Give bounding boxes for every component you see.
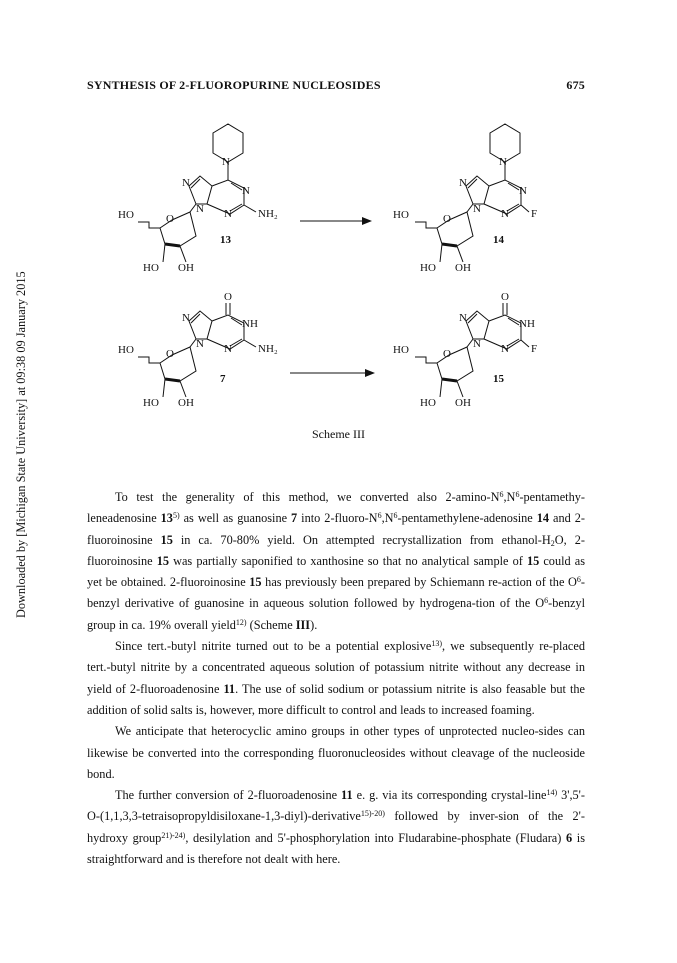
text-run: 15 <box>526 553 540 568</box>
paragraph <box>87 785 585 870</box>
text-run: e. g. via its corresponding crystal-line <box>352 788 547 803</box>
text-run: and 2-fluoroinosine <box>87 511 586 547</box>
text-run: 6 <box>544 596 549 606</box>
text-run: 7 <box>291 511 298 526</box>
paragraph <box>87 636 585 721</box>
text-run: 3',5'-O-(1,1,3,3-tetraisopropyldisiloxane-1,3-diyl)-derivative <box>87 788 585 824</box>
text-run: was partially saponified to xanthosine so that no analytical sample of <box>168 553 527 568</box>
text-run: 2 <box>550 538 555 548</box>
atom-label: N <box>224 343 232 355</box>
paragraph <box>87 487 585 636</box>
text-run: -benzyl derivative of guanosine in aqueous solution followed by hydrogena-tion of the O <box>87 575 586 611</box>
atom-label: N <box>473 338 481 350</box>
atom-label: N <box>459 312 467 324</box>
atom-label: NH <box>242 318 258 330</box>
text-run: 6 <box>377 511 382 521</box>
atom-label: OH <box>178 397 194 409</box>
compound-number: 13 <box>220 234 231 246</box>
text-run: into 2-fluoro-N <box>297 511 378 526</box>
atom-label: N <box>473 203 481 215</box>
text-run: 14) <box>546 788 558 798</box>
text-run: . The use of solid sodium or potassium nitrite is also feasable but the addition of solid salts is, however, more difficult to control and leads to increased foaming. <box>87 681 585 717</box>
atom-label: O <box>501 291 509 303</box>
text-run: 6 <box>499 490 504 499</box>
running-title: SYNTHESIS OF 2-FLUOROPURINE NUCLEOSIDES <box>87 78 381 92</box>
text-run: 13) <box>431 639 442 649</box>
atom-label: HO <box>393 344 409 356</box>
atom-label: O <box>166 348 174 360</box>
atom-label: N <box>182 312 190 324</box>
atom-label: F <box>531 208 538 220</box>
text-run: followed by inver-sion of the 2'-hydroxy group <box>87 809 585 845</box>
structure-7 <box>118 291 278 409</box>
text-run: 6 <box>566 830 573 845</box>
atom-label: N <box>459 177 467 189</box>
atom-label: OH <box>455 397 471 409</box>
text-run: ,N <box>503 490 516 504</box>
text-run: We anticipate that heterocyclic amino groups in other types of unprotected nucleo-sides can likewise be converted into the corresponding fluoronucleosides without cleavage of the nucleoside bond. <box>87 724 585 781</box>
compound-number: 7 <box>220 373 226 385</box>
atom-label: N <box>499 156 507 168</box>
text-run: 14 <box>536 511 550 526</box>
atom-label: NH₂ <box>258 208 278 220</box>
paragraph <box>87 721 585 785</box>
text-run: Since tert.-butyl nitrite turned out to be a potential explosive <box>115 639 432 654</box>
atom-label: O <box>443 213 451 225</box>
atom-label: HO <box>393 209 409 221</box>
body-text <box>87 487 585 870</box>
text-run: 6 <box>576 575 581 585</box>
atom-label: N <box>196 338 204 350</box>
structure-15 <box>393 291 537 409</box>
text-run: 11 <box>223 681 236 696</box>
atom-label: OH <box>455 262 471 274</box>
scheme-caption: Scheme III <box>312 427 365 441</box>
text-run: O, 2-fluoroinosine <box>87 532 585 568</box>
atom-label: HO <box>118 344 134 356</box>
atom-label: O <box>224 291 232 303</box>
text-run: 15)-20) <box>360 809 385 819</box>
atom-label: OH <box>178 262 194 274</box>
text-run: 15 <box>160 532 173 547</box>
atom-label: HO <box>420 262 436 274</box>
text-run: (Scheme <box>246 617 296 632</box>
text-run: ). <box>310 617 318 632</box>
compound-number: 14 <box>493 234 504 246</box>
text-run: 12) <box>235 617 247 627</box>
atom-label: HO <box>118 209 134 221</box>
text-run: 6 <box>515 490 520 499</box>
text-run: as well as guanosine <box>179 511 292 526</box>
atom-label: N <box>196 203 204 215</box>
text-run: , desilylation and 5'-phosphorylation into Fludarabine-phosphate (Fludara) <box>185 830 566 845</box>
text-run: is straightforward and is therefore not dealt with here. <box>87 830 586 867</box>
text-run: To test the generality of this method, we converted also 2-amino-N <box>115 490 500 504</box>
text-run: III <box>295 617 311 632</box>
compound-number: 15 <box>493 373 504 385</box>
page-number: 675 <box>566 78 585 92</box>
text-run: has previously been prepared by Schiemann re-action of the O <box>261 575 577 590</box>
text-run: ,N <box>381 511 394 526</box>
atom-label: HO <box>143 262 159 274</box>
text-run: 6 <box>393 511 398 521</box>
reaction-arrow <box>300 217 372 225</box>
atom-label: NH <box>519 318 535 330</box>
text-run: 21)-24) <box>161 830 186 840</box>
atom-label: N <box>224 208 232 220</box>
atom-label: N <box>182 177 190 189</box>
reaction-scheme <box>0 0 677 425</box>
text-run: 15 <box>249 575 262 590</box>
atom-label: F <box>531 343 538 355</box>
text-run: 11 <box>341 788 353 803</box>
atom-label: HO <box>420 397 436 409</box>
atom-label: NH₂ <box>258 343 278 355</box>
structure-13 <box>118 124 278 274</box>
atom-label: N <box>519 185 527 197</box>
text-run: 13 <box>160 511 173 526</box>
text-run: -pentamethylene-adenosine <box>397 511 537 526</box>
atom-label: N <box>501 208 509 220</box>
text-run: 15 <box>156 553 169 568</box>
text-run: -benzyl group in ca. 19% overall yield <box>87 596 585 632</box>
text-run: 5) <box>172 511 180 521</box>
download-note: Downloaded by [Michigan State University] at 09:38 09 January 2015 <box>14 271 28 618</box>
text-run: in ca. 70-80% yield. On attempted recrystallization from ethanol-H <box>172 532 551 547</box>
atom-label: N <box>242 185 250 197</box>
text-run: , we subsequently re-placed tert.-butyl nitrite by a concentrated aqueous solution of potassium nitrite without any decrease in yield of 2-fluoroadenosine <box>87 639 585 696</box>
atom-label: HO <box>143 397 159 409</box>
atom-label: N <box>222 156 230 168</box>
atom-label: N <box>501 343 509 355</box>
structure-14 <box>393 124 537 274</box>
text-run: could as yet be obtained. 2-fluoroinosine <box>87 553 586 590</box>
atom-label: O <box>166 213 174 225</box>
reaction-arrow <box>290 369 375 377</box>
text-run: The further conversion of 2-fluoroadenosine <box>115 788 342 803</box>
text-run: -pentamethy-leneadenosine <box>87 490 585 526</box>
atom-label: O <box>443 348 451 360</box>
